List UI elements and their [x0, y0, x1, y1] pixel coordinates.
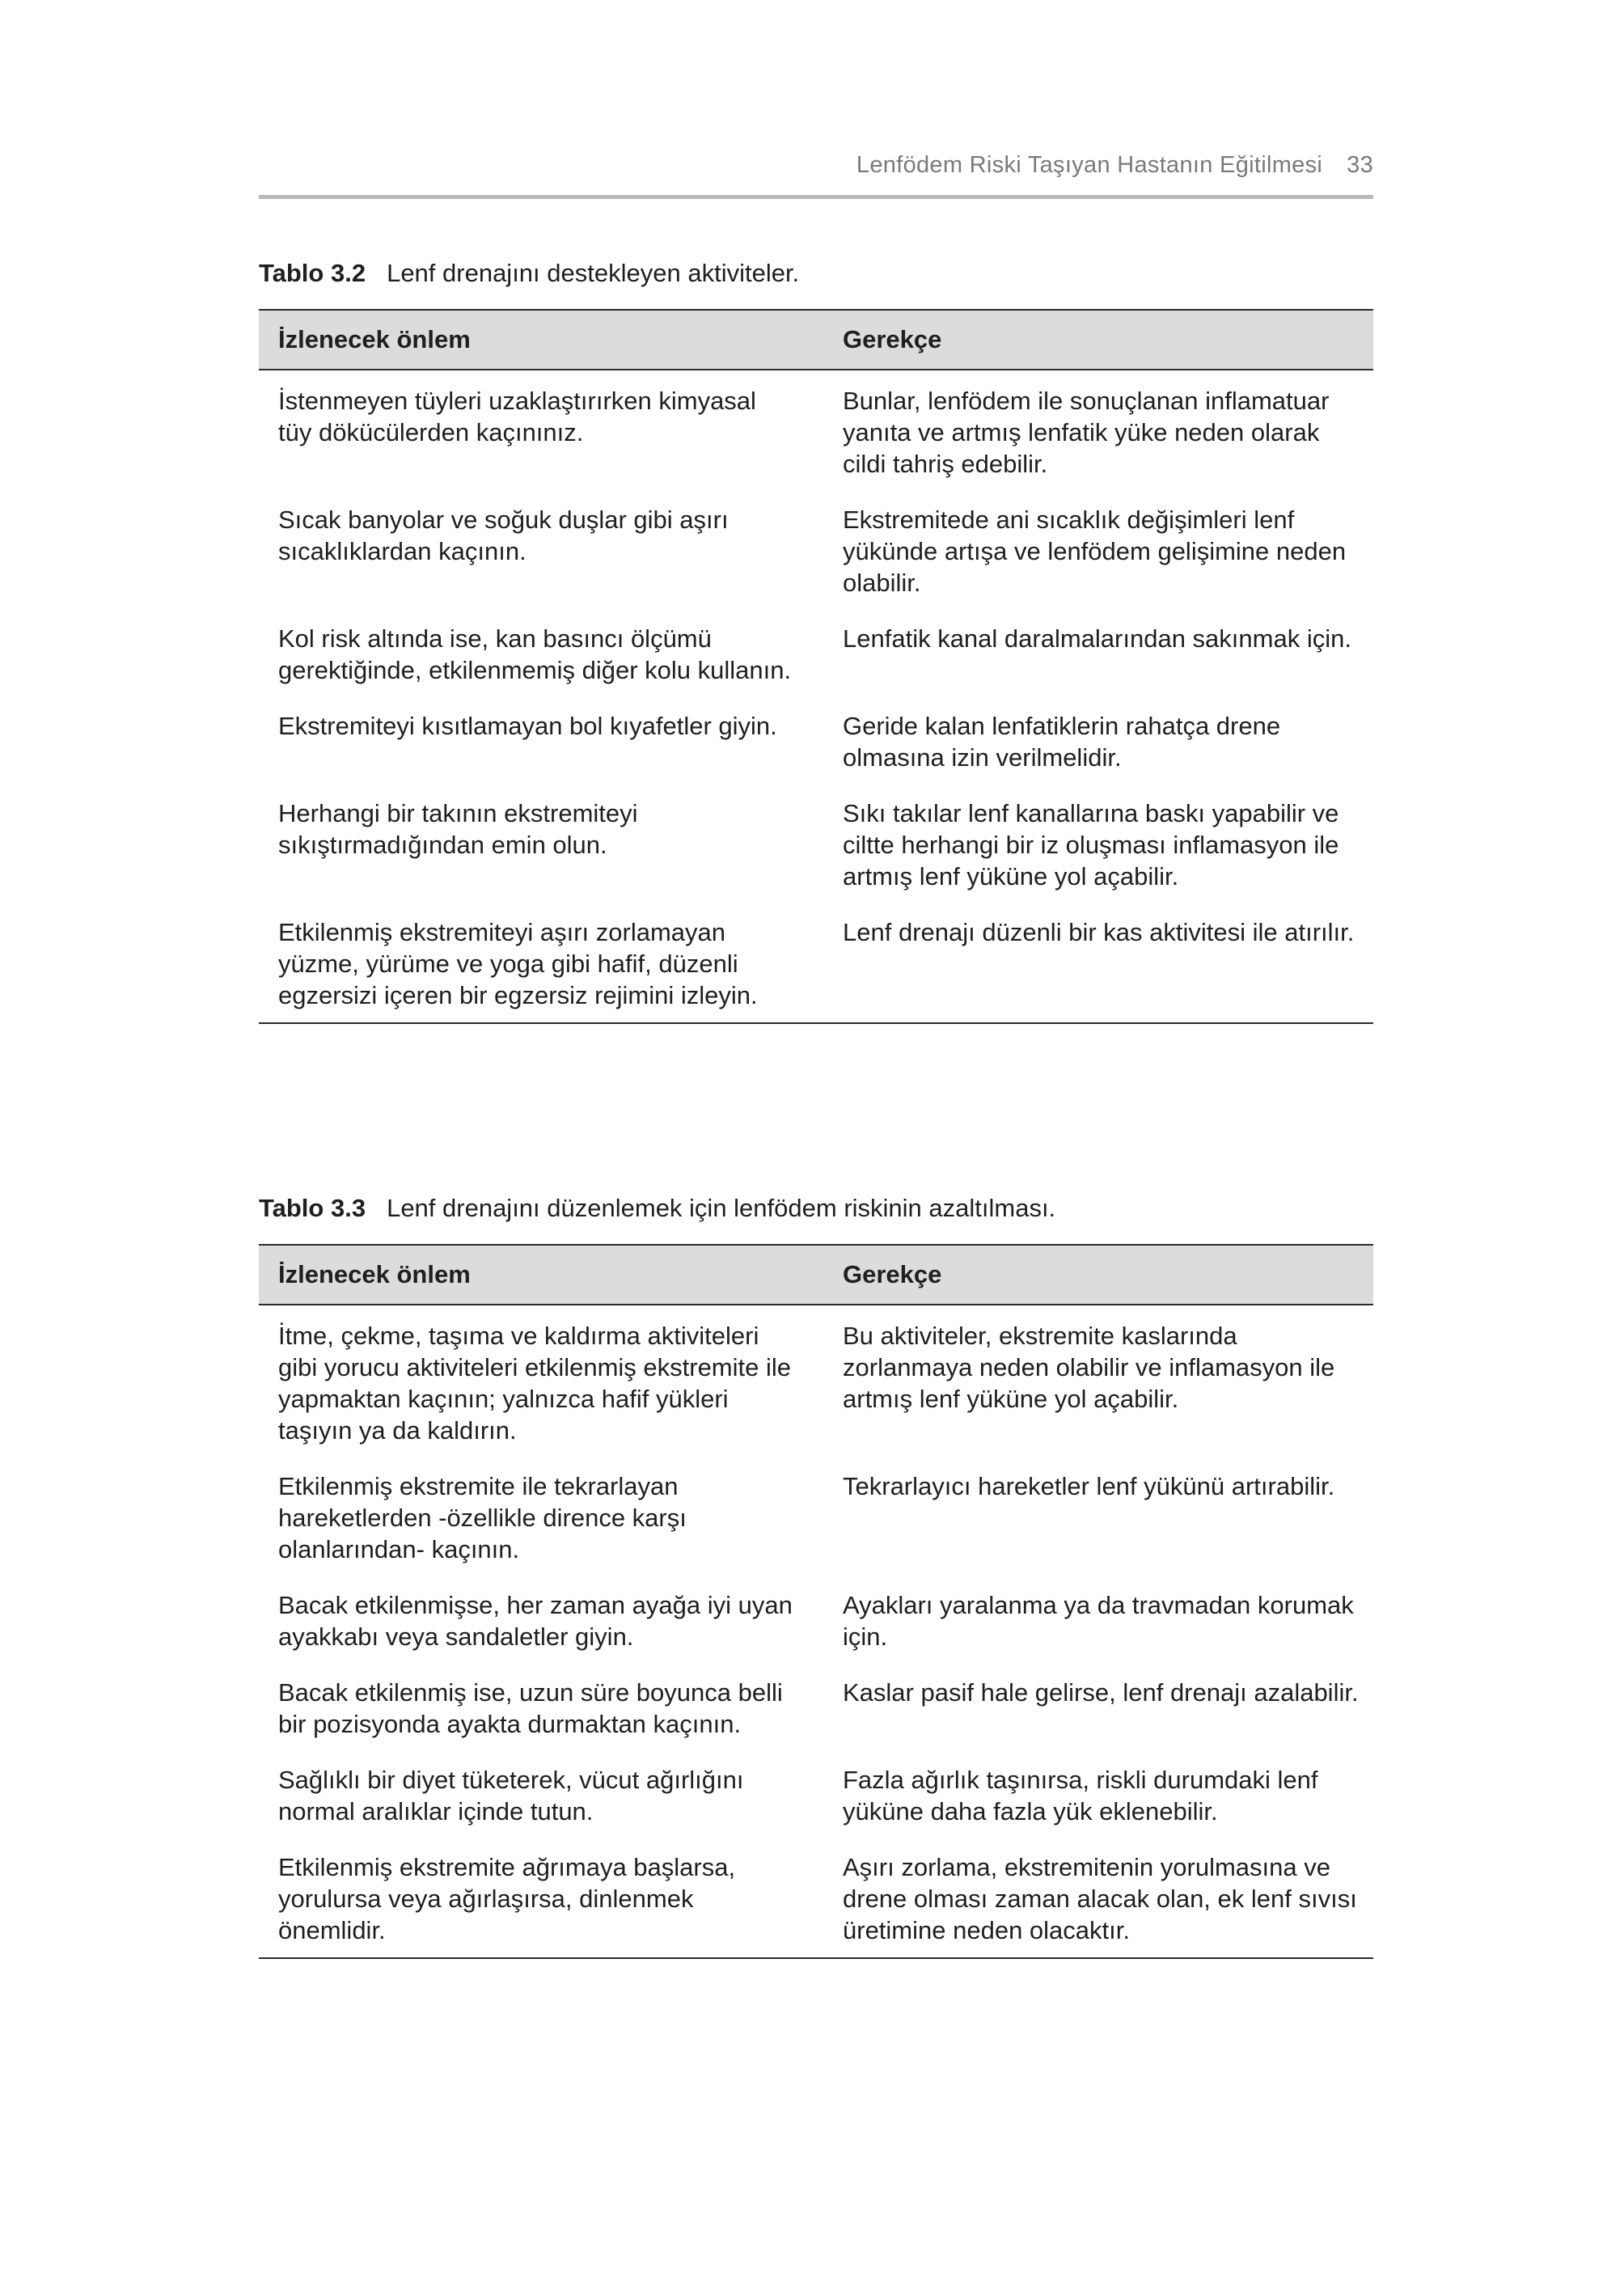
table-3-3-caption-text: Lenf drenajını düzenlemek için lenfödem riskinin azaltılması. — [387, 1194, 1056, 1222]
table-row — [259, 623, 1373, 710]
measure-cell: İtme, çekme, taşıma ve kaldırma aktiviteleri gibi yorucu aktiviteleri etkilenmiş ekstremite ile yapmaktan kaçının; yalnızca hafif yükleri taşıyın ya da kaldırın. — [278, 1322, 792, 1445]
column-header-measure: İzlenecek önlem — [259, 310, 815, 370]
measure-cell: Kol risk altında ise, kan basıncı ölçümü gerektiğinde, etkilenmemiş diğer kolu kullanın. — [278, 624, 792, 684]
measure-cell: Bacak etkilenmiş ise, uzun süre boyunca belli bir pozisyonda ayakta durmaktan kaçının. — [278, 1678, 783, 1738]
measure-cell: Sıcak banyolar ve soğuk duşlar gibi aşırı sıcaklıklardan kaçının. — [278, 506, 729, 565]
table-header-row — [259, 1245, 1373, 1305]
table-row — [259, 1589, 1373, 1677]
table-row — [259, 370, 1373, 504]
table-row — [259, 710, 1373, 797]
table-3-3-label: Tablo 3.3 — [259, 1194, 366, 1222]
measure-cell: Etkilenmiş ekstremite ağrımaya başlarsa, yorulursa veya ağırlaşırsa, dinlenmek önemlidir. — [259, 1851, 815, 1958]
header-rule — [259, 195, 1373, 199]
reason-cell: Geride kalan lenfatiklerin rahatça drene olmasına izin verilmelidir. — [843, 712, 1281, 772]
measure-cell: İstenmeyen tüyleri uzaklaştırırken kimyasal tüy dökücülerden kaçınınız. — [278, 387, 756, 446]
column-header-measure: İzlenecek önlem — [259, 1245, 815, 1305]
reason-cell: Bu aktiviteler, ekstremite kaslarında zorlanmaya neden olabilir ve inflamasyon ile artmış lenf yüküne yol açabilir. — [843, 1322, 1335, 1413]
table-3-3-caption — [259, 1192, 1373, 1225]
reason-cell: Sıkı takılar lenf kanallarına baskı yapabilir ve ciltte herhangi bir iz oluşması inflamasyon ile artmış lenf yüküne yol açabilir. — [843, 799, 1339, 891]
measure-cell: Sağlıklı bir diyet tüketerek, vücut ağırlığını normal aralıklar içinde tutun. — [278, 1766, 744, 1826]
reason-cell: Tekrarlayıcı hareketler lenf yükünü artırabilir. — [843, 1472, 1335, 1500]
reason-cell: Ekstremitede ani sıcaklık değişimleri lenf yükünde artışa ve lenfödem gelişimine neden olabilir. — [843, 506, 1347, 597]
table-3-3 — [259, 1244, 1373, 1959]
column-header-reason: Gerekçe — [815, 1245, 1373, 1305]
column-header-reason: Gerekçe — [815, 310, 1373, 370]
table-row — [259, 1470, 1373, 1589]
reason-cell: Aşırı zorlama, ekstremitenin yorulmasına ve drene olması zaman alacak olan, ek lenf sıvısı üretimine neden olacaktır. — [815, 1851, 1373, 1958]
table-3-2-block — [259, 257, 1373, 1024]
page-number: 33 — [1347, 152, 1373, 178]
table-row — [259, 916, 1373, 1023]
measure-cell: Bacak etkilenmişse, her zaman ayağa iyi uyan ayakkabı veya sandaletler giyin. — [278, 1591, 793, 1651]
reason-cell: Lenfatik kanal daralmalarından sakınmak için. — [843, 624, 1351, 653]
table-3-2-caption-text: Lenf drenajını destekleyen aktiviteler. — [387, 259, 800, 287]
table-header-row — [259, 310, 1373, 370]
running-header — [259, 152, 1373, 179]
table-3-2-label: Tablo 3.2 — [259, 259, 366, 287]
reason-cell: Lenf drenajı düzenli bir kas aktivitesi ile atırılır. — [815, 916, 1373, 1023]
measure-cell: Ekstremiteyi kısıtlamayan bol kıyafetler giyin. — [278, 712, 777, 740]
reason-cell: Ayakları yaralanma ya da travmadan korumak için. — [843, 1591, 1354, 1651]
table-row — [259, 1677, 1373, 1764]
table-row — [259, 1305, 1373, 1470]
running-title: Lenfödem Riski Taşıyan Hastanın Eğitilmesi — [856, 152, 1323, 178]
measure-cell: Etkilenmiş ekstremite ile tekrarlayan hareketlerden -özellikle dirence karşı olanlarından- kaçının. — [278, 1472, 687, 1563]
reason-cell: Kaslar pasif hale gelirse, lenf drenajı azalabilir. — [843, 1678, 1359, 1707]
table-3-3-block — [259, 1192, 1373, 1959]
table-3-2 — [259, 309, 1373, 1024]
measure-cell: Etkilenmiş ekstremiteyi aşırı zorlamayan yüzme, yürüme ve yoga gibi hafif, düzenli egzersizi içeren bir egzersiz rejimini izleyin. — [259, 916, 815, 1023]
table-row — [259, 504, 1373, 623]
table-row — [259, 797, 1373, 916]
table-row — [259, 1764, 1373, 1851]
table-row — [259, 1851, 1373, 1958]
reason-cell: Fazla ağırlık taşınırsa, riskli durumdaki lenf yüküne daha fazla yük eklenebilir. — [843, 1766, 1318, 1826]
measure-cell: Herhangi bir takının ekstremiteyi sıkıştırmadığından emin olun. — [278, 799, 638, 859]
table-3-2-caption — [259, 257, 1373, 290]
reason-cell: Bunlar, lenfödem ile sonuçlanan inflamatuar yanıta ve artmış lenfatik yüke neden olarak cildi tahriş edebilir. — [843, 387, 1330, 478]
